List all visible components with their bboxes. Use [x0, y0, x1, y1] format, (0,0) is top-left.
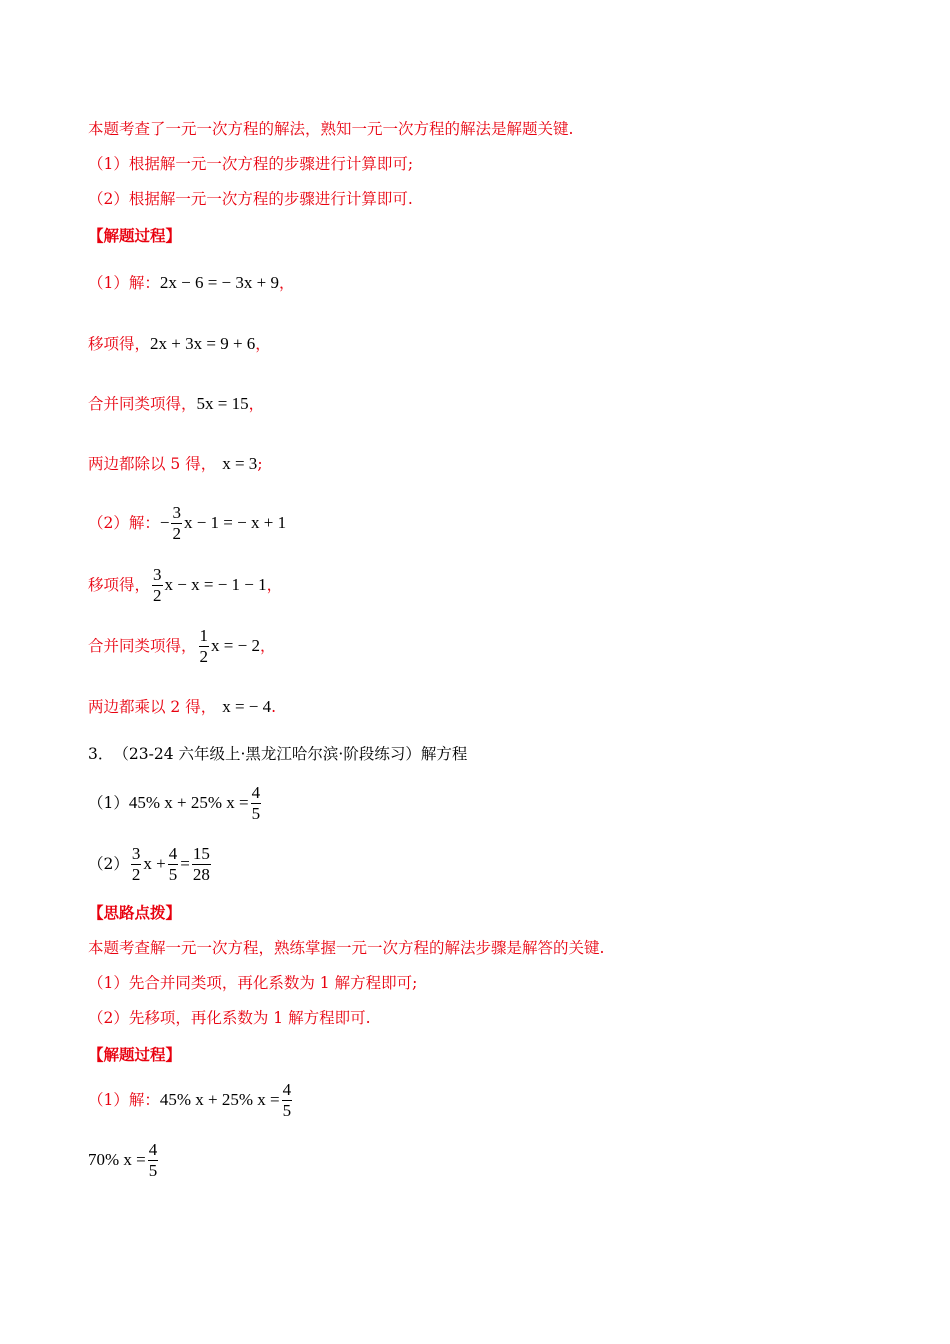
sol3-eq1-den: 5: [282, 1100, 292, 1120]
sol1-step2: 移项得， 2x + 3x = 9 + 6 ，: [88, 334, 271, 353]
solution-header-2: 【解题过程】: [88, 1045, 182, 1064]
hint-point-1: （1）先合并同类项，再化系数为 1 解方程即可;: [88, 974, 418, 992]
sol2-step4-label: 两边都乘以 2 得，: [88, 698, 217, 716]
sol1-step3-eq: 5x = 15: [196, 394, 249, 413]
sol1-step2-label: 移项得，: [88, 335, 151, 353]
hint-point-2: （2）先移项，再化系数为 1 解方程即可.: [88, 1009, 371, 1027]
q3-part1-eq: 45% x + 25% x =: [128, 793, 249, 812]
sol3-step2: [88, 1137, 160, 1183]
sol1-step3: 合并同类项得， 5x = 15 ，: [88, 394, 265, 413]
q3-part2-fraction-c: [192, 844, 211, 885]
sol2-step3-den: 2: [199, 646, 209, 666]
sol2-step3-num: 1: [199, 625, 209, 645]
q3-heading: [88, 743, 467, 765]
sol1-step1: （1）解： 2x − 6 = − 3x + 9 ，: [88, 273, 295, 292]
sol2-step3: 合并同类项得， $\frac{1}{2}$ x = − 2 ，: [88, 625, 276, 666]
q3-part2-fraction-a: [131, 844, 142, 885]
sol3-eq1-num: 4: [282, 1079, 292, 1099]
sol3-prefix: （1）解：: [88, 1091, 160, 1109]
sol2-step2: 移项得， $\frac{3}{2}$ x − x = − 1 − 1 ，: [88, 564, 283, 605]
q3-part1-num: 4: [251, 782, 261, 802]
sol2-step1: [88, 500, 286, 546]
sol3-eq1-fraction: [282, 1080, 293, 1121]
q3-part2-c-den: 28: [192, 864, 210, 884]
sol1-prefix: （1）解：: [88, 274, 160, 292]
analysis-point-1: （1）根据解一元一次方程的步骤进行计算即可;: [88, 155, 414, 173]
sol1-step1-eq: 2x − 6 = − 3x + 9: [159, 273, 279, 292]
sol2-step2-fraction: [152, 565, 163, 606]
sol3-eq2-den: 5: [148, 1160, 158, 1180]
sol3-step1: [88, 1077, 294, 1123]
sol2-step1-post: x − 1 = − x + 1: [183, 513, 287, 532]
q3-source: （23-24 六年级上·黑龙江哈尔滨·阶段练习）解方程: [113, 745, 468, 763]
sol2-step2-post: x − x = − 1 − 1: [164, 575, 267, 594]
sol2-step3-fraction: [199, 626, 210, 667]
hint-intro: 本题考查解一元一次方程，熟练掌握一元一次方程的解法步骤是解答的关键.: [88, 939, 605, 957]
q3-part2-label: （2）: [88, 855, 129, 873]
sol2-step1-pre: −: [159, 513, 170, 532]
q3-number: 3．: [88, 745, 114, 763]
q3-part2-fraction-b: [168, 844, 179, 885]
q3-part2-equals: =: [180, 854, 190, 873]
sol3-eq2-num: 4: [148, 1139, 158, 1159]
sol2-prefix: （2）解：: [88, 514, 160, 532]
sol2-step4: 两边都乘以 2 得， x = − 4 .: [88, 697, 277, 716]
sol2-step3-label: 合并同类项得，: [88, 637, 197, 655]
sol2-step2-den: 2: [153, 585, 162, 605]
q3-part1-label: （1）: [88, 794, 129, 812]
q3-part2-b-den: 5: [168, 864, 178, 884]
sol3-eq1: 45% x + 25% x =: [159, 1090, 280, 1109]
sol1-step4-label: 两边都除以 5 得，: [88, 455, 217, 473]
sol2-step2-label: 移项得，: [88, 576, 151, 594]
q3-part2-b-num: 4: [168, 843, 178, 863]
sol1-step2-eq: 2x + 3x = 9 + 6: [150, 334, 256, 353]
solution-header: 【解题过程】: [88, 226, 182, 245]
sol2-step1-num: 3: [172, 502, 181, 522]
q3-part1-fraction: [251, 783, 262, 824]
sol3-eq2-fraction: [148, 1140, 159, 1181]
hint-header: 【思路点拨】: [88, 903, 182, 922]
sol2-step4-eq: x = − 4: [222, 697, 272, 716]
sol2-step1-fraction: [171, 503, 182, 544]
sol2-step2-num: 3: [153, 564, 162, 584]
analysis-intro: 本题考查了一元一次方程的解法，熟知一元一次方程的解法是解题关键.: [88, 120, 574, 138]
q3-part2-c-num: 15: [192, 843, 210, 863]
sol1-step4: 两边都除以 5 得， x = 3 ;: [88, 454, 263, 473]
sol3-eq2: 70% x =: [88, 1150, 146, 1169]
q3-part2-mid: x +: [143, 854, 166, 873]
sol2-step1-den: 2: [172, 523, 181, 543]
q3-part2: [88, 841, 213, 887]
sol1-step4-eq: x = 3: [222, 454, 258, 473]
analysis-point-2: （2）根据解一元一次方程的步骤进行计算即可.: [88, 190, 413, 208]
q3-part1-den: 5: [251, 803, 261, 823]
q3-part2-a-num: 3: [131, 843, 141, 863]
q3-part2-a-den: 2: [131, 864, 141, 884]
sol2-step3-post: x = − 2: [211, 636, 260, 655]
sol1-step3-label: 合并同类项得，: [88, 395, 197, 413]
q3-part1: [88, 780, 263, 826]
